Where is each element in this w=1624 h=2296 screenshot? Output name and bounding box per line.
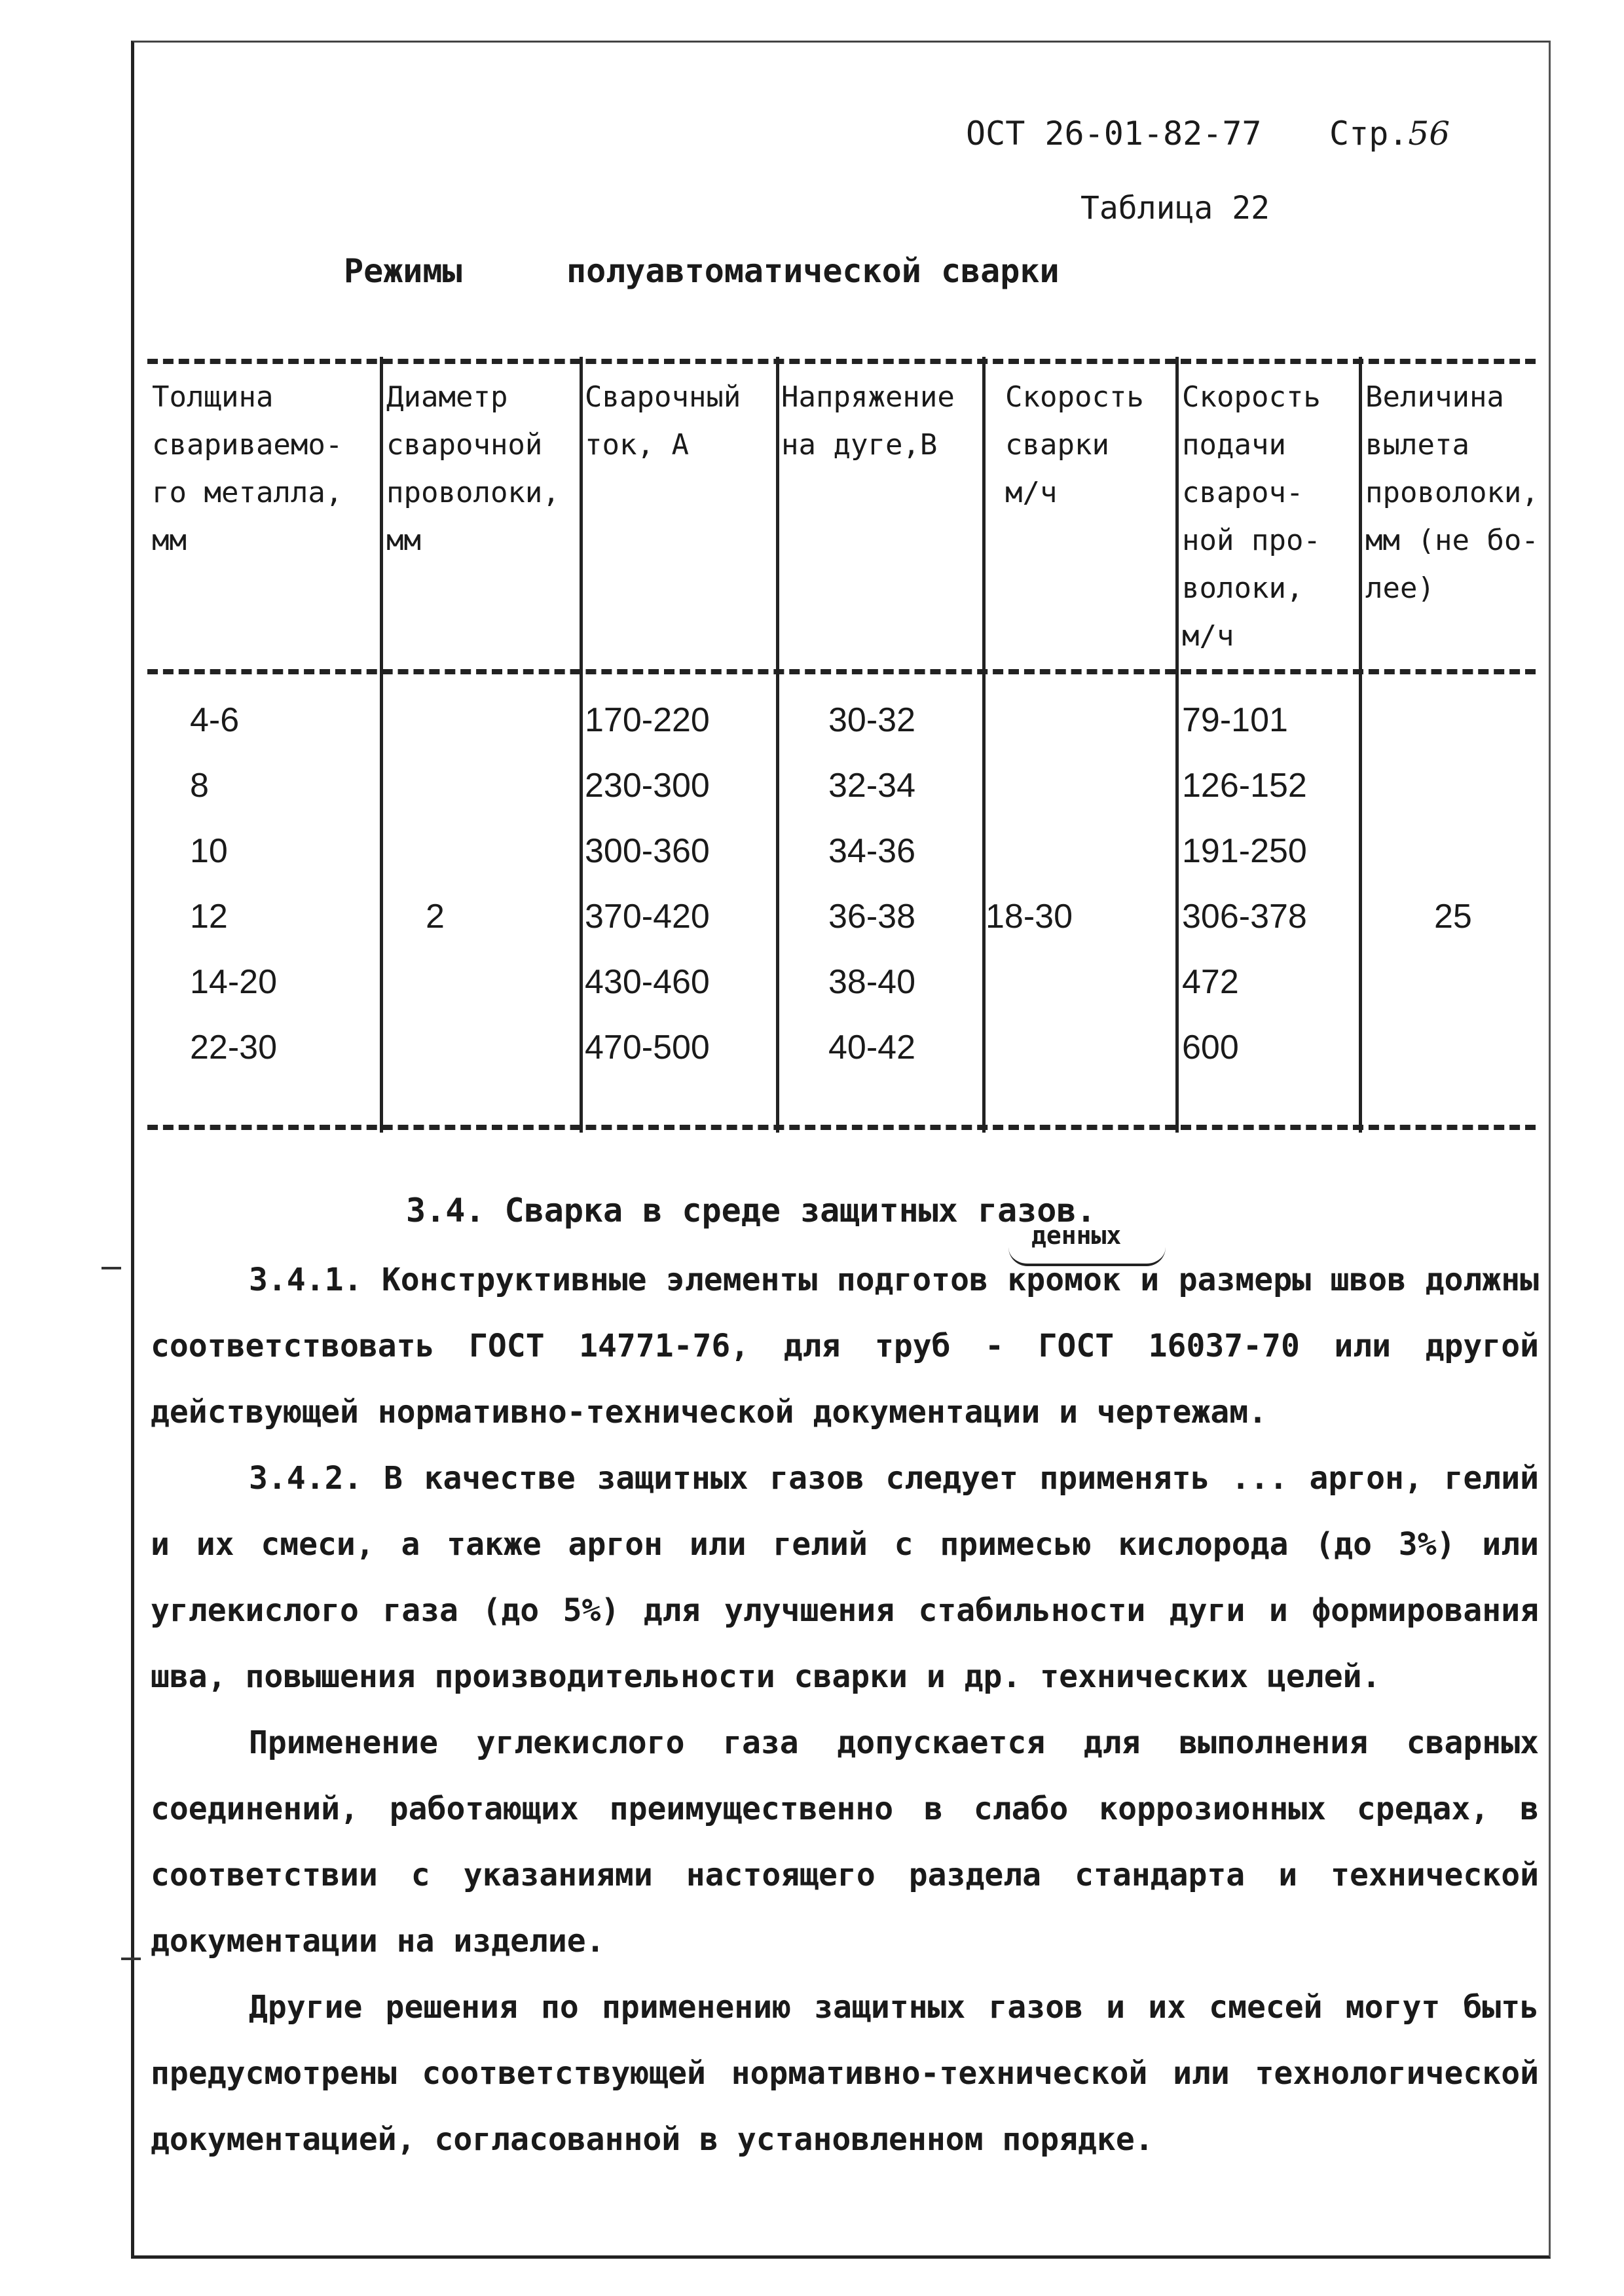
cell-current: 170-220 bbox=[585, 701, 710, 739]
column-divider bbox=[1359, 357, 1362, 1133]
column-header-thickness: Толщина свариваемо- го металла, мм bbox=[152, 380, 343, 557]
table-bottom-rule bbox=[147, 1125, 1536, 1130]
column-divider bbox=[580, 357, 583, 1133]
cell-current: 300-360 bbox=[585, 832, 710, 870]
cell-wire-diameter: 2 bbox=[426, 898, 445, 936]
column-header-current: Сварочный ток, А bbox=[585, 380, 741, 462]
column-header-wire-feed-speed: Скорость подачи свароч- ной про- волоки, м/ч bbox=[1182, 380, 1321, 653]
handwritten-insertion: денных bbox=[1031, 1221, 1122, 1250]
page-number: 56 bbox=[1408, 115, 1450, 153]
column-header-wire-stickout: Величина вылета проволоки, мм (не бо- лее) bbox=[1365, 380, 1539, 605]
cell-feed-speed: 600 bbox=[1182, 1029, 1239, 1066]
margin-mark bbox=[121, 1958, 141, 1960]
table-header-rule bbox=[147, 669, 1536, 674]
cell-current: 430-460 bbox=[585, 963, 710, 1001]
cell-voltage: 38-40 bbox=[828, 963, 915, 1001]
margin-mark bbox=[101, 1267, 121, 1269]
cell-feed-speed: 191-250 bbox=[1182, 832, 1307, 870]
paragraph: 3.4.1. Конструктивные элементы подготов кромок и размеры швов должны соответствовать ГОСТ 14771-76, для труб - ГОСТ 16037-70 или другой действующей нормативно-технической документации и чертежам. bbox=[151, 1262, 1539, 1430]
cell-thickness: 12 bbox=[190, 898, 228, 936]
cell-current: 370-420 bbox=[585, 898, 710, 936]
cell-feed-speed: 306-378 bbox=[1182, 898, 1307, 936]
column-header-wire-diameter: Диаметр сварочной проволоки, мм bbox=[386, 380, 560, 557]
page-label bbox=[1329, 115, 1450, 153]
paragraph: Другие решения по применению защитных газов и их смесей могут быть предусмотрены соответствующей нормативно-технической или технологической документацией, согласованной в установленном порядке. bbox=[151, 1989, 1539, 2158]
cell-current: 230-300 bbox=[585, 767, 710, 805]
cell-voltage: 32-34 bbox=[828, 767, 915, 805]
column-divider bbox=[380, 357, 383, 1133]
section-title: 3.4. Сварка в среде защитных газов. bbox=[406, 1192, 1096, 1230]
cell-current: 470-500 bbox=[585, 1029, 710, 1066]
cell-voltage: 36-38 bbox=[828, 898, 915, 936]
table-caption-mode: Режимы bbox=[344, 252, 462, 290]
cell-welding-speed: 18-30 bbox=[986, 898, 1073, 936]
paragraph: Применение углекислого газа допускается для выполнения сварных соединений, работающих преимущественно в слабо коррозионных средах, в соответствии с указаниями настоящего раздела стандарта и технической документации на изделие. bbox=[151, 1724, 1539, 1959]
page-label-text: Стр. bbox=[1329, 115, 1409, 153]
cell-feed-speed: 472 bbox=[1182, 963, 1239, 1001]
cell-thickness: 10 bbox=[190, 832, 228, 870]
column-divider bbox=[982, 357, 986, 1133]
column-divider bbox=[1175, 357, 1179, 1133]
table-number: Таблица 22 bbox=[1080, 190, 1270, 227]
cell-voltage: 30-32 bbox=[828, 701, 915, 739]
table-top-rule bbox=[147, 359, 1536, 364]
cell-wire-stickout: 25 bbox=[1434, 898, 1472, 936]
document-code: ОСТ 26-01-82-77 bbox=[966, 115, 1262, 153]
cell-voltage: 40-42 bbox=[828, 1029, 915, 1066]
cell-thickness: 4-6 bbox=[190, 701, 240, 739]
table-caption-title: полуавтоматической сварки bbox=[566, 252, 1060, 290]
cell-thickness: 8 bbox=[190, 767, 209, 805]
section-body bbox=[151, 1247, 1539, 2173]
cell-feed-speed: 126-152 bbox=[1182, 767, 1307, 805]
cell-thickness: 14-20 bbox=[190, 963, 277, 1001]
paragraph: 3.4.2. В качестве защитных газов следует применять ... аргон, гелий и их смеси, а также аргон или гелий с примесью кислорода (до 3%) или углекислого газа (до 5%) для улучшения стабильности дуги и формирования шва, повышения производительности сварки и др. технических целей. bbox=[151, 1460, 1539, 1695]
column-divider bbox=[776, 357, 779, 1133]
cell-thickness: 22-30 bbox=[190, 1029, 277, 1066]
cell-voltage: 34-36 bbox=[828, 832, 915, 870]
column-header-voltage: Напряжение на дуге,В bbox=[781, 380, 955, 462]
column-header-welding-speed: Скорость сварки м/ч bbox=[1005, 380, 1144, 509]
cell-feed-speed: 79-101 bbox=[1182, 701, 1288, 739]
